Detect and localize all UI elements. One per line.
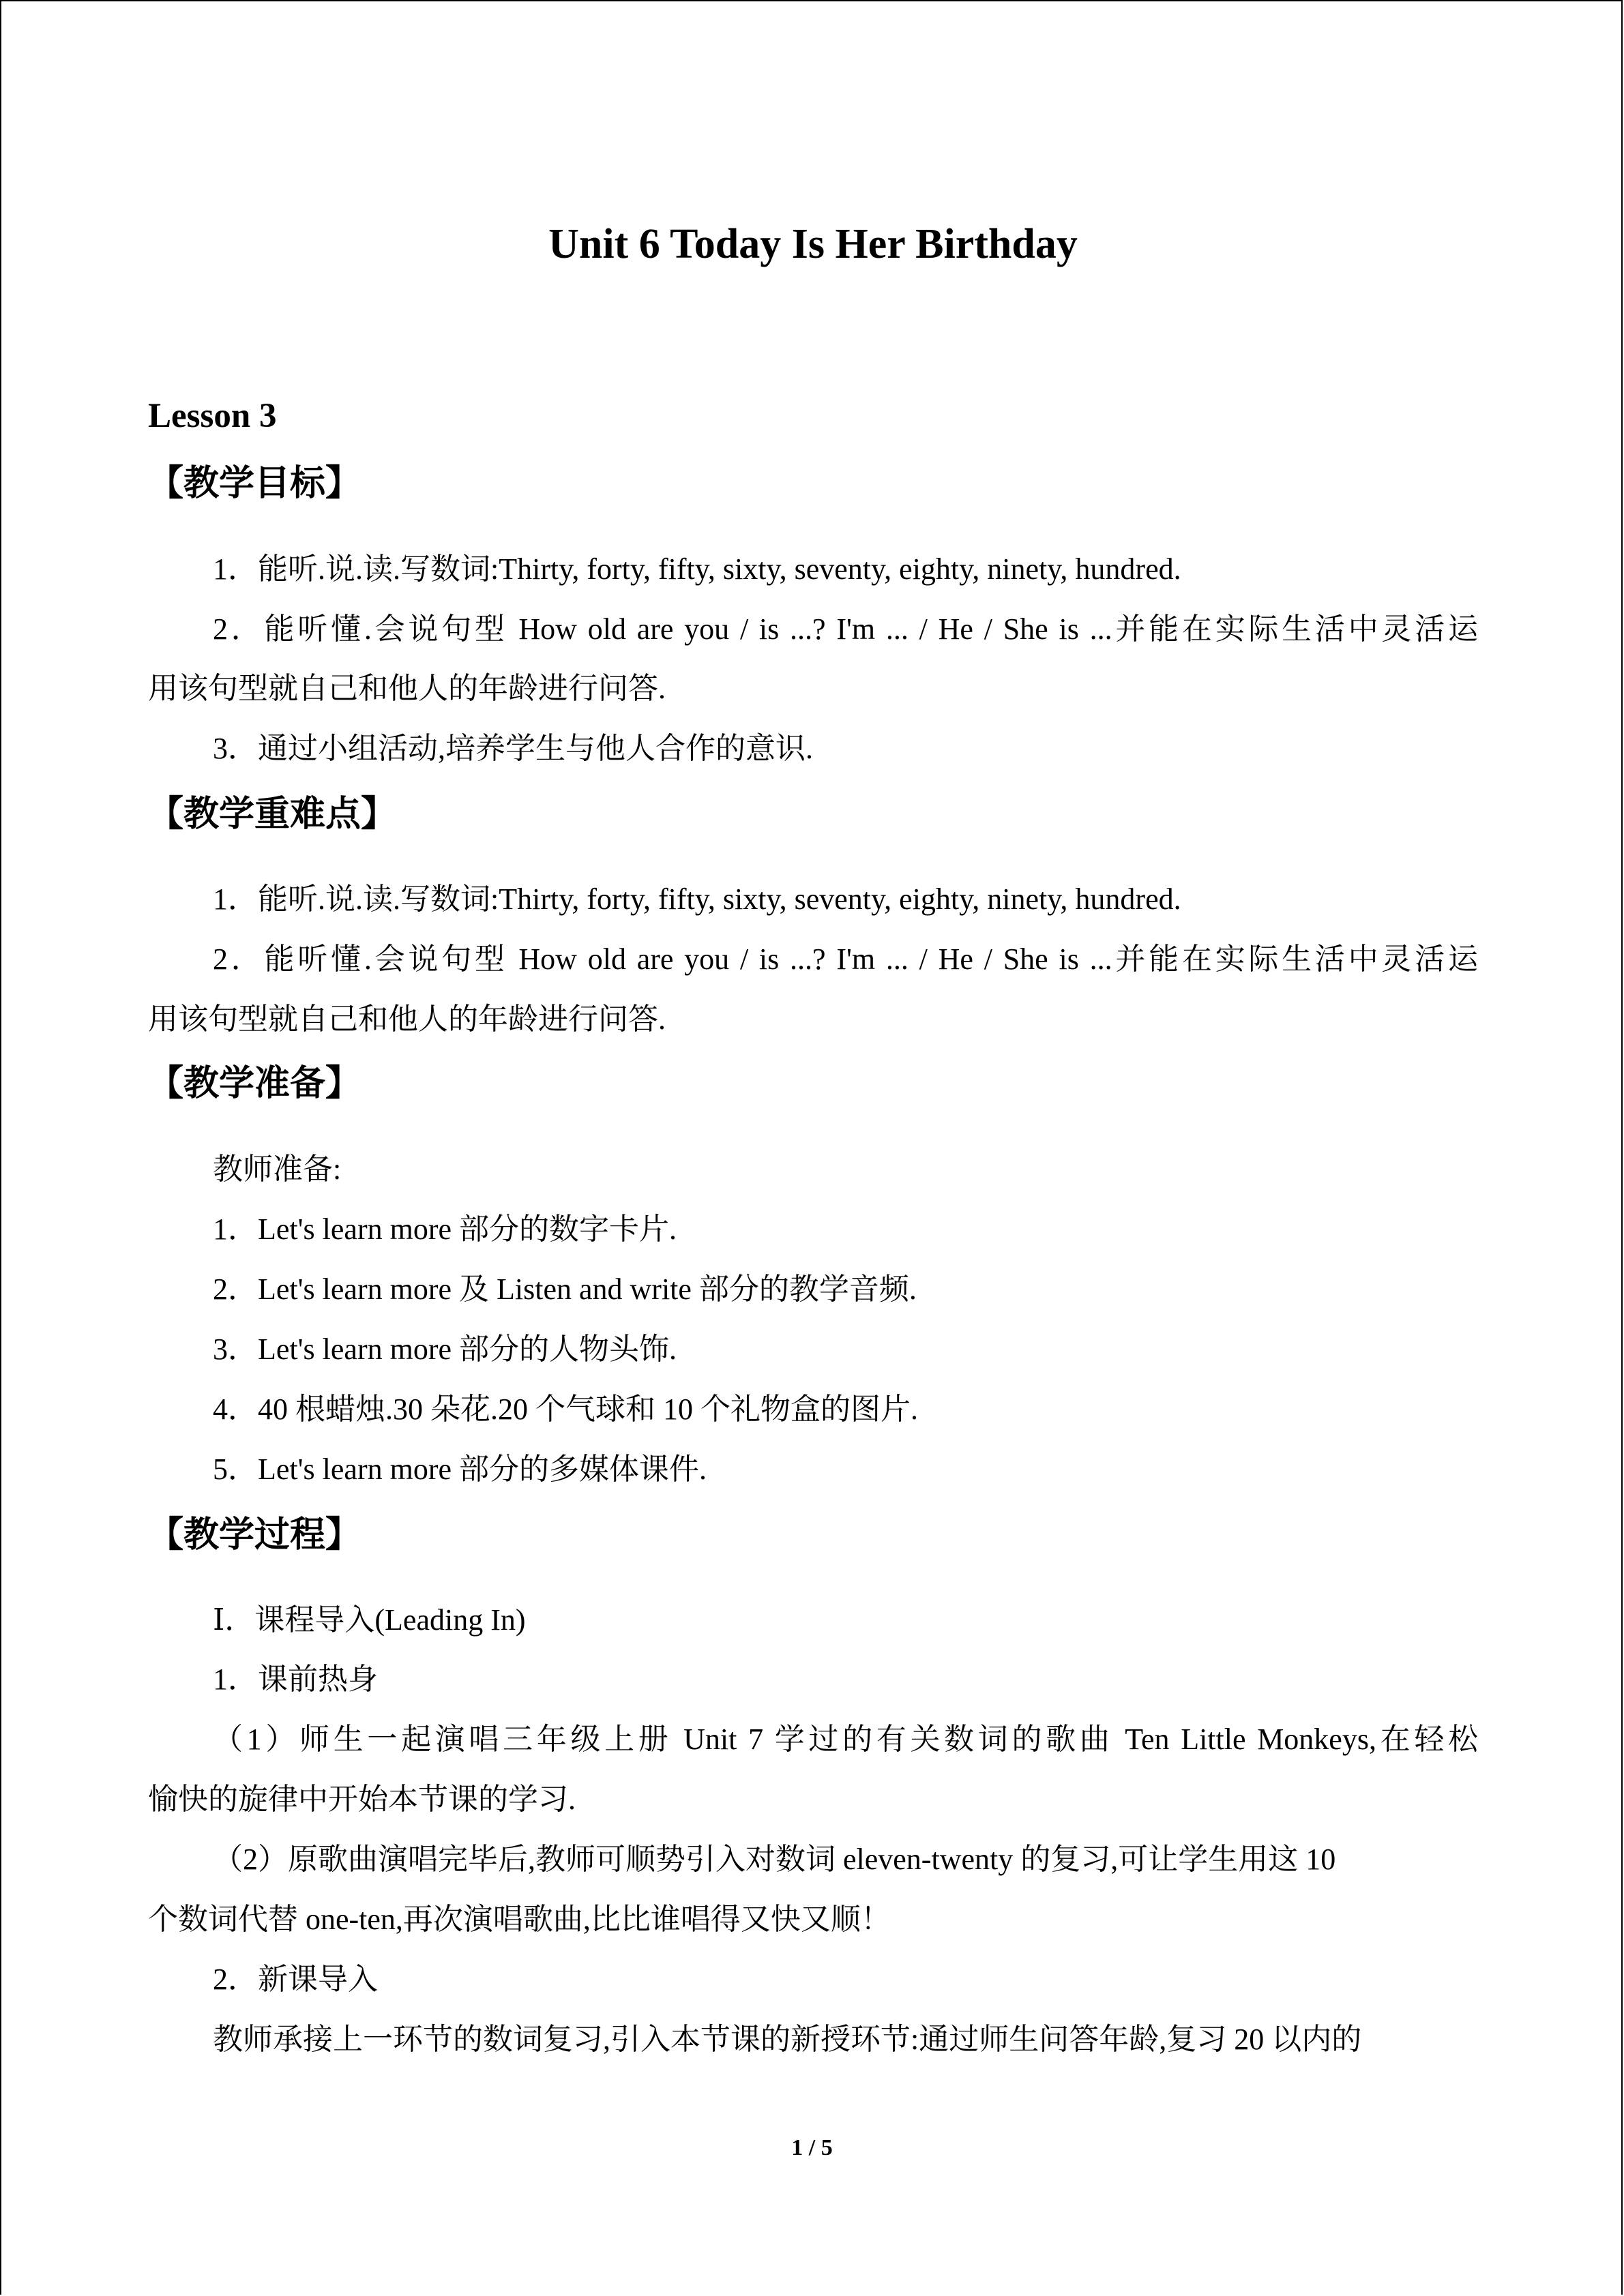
objectives-item-2-line-1: 2．能听懂.会说句型 How old are you / is ...? I'm ... / He / She is ...并能在实际生活中灵活运 <box>213 612 1478 646</box>
process-step-1b-line-2: 个数词代替 one-ten,再次演唱歌曲,比比谁唱得又快又顺！ <box>148 1903 891 1936</box>
process-step-1: 1．课前热身 <box>213 1663 378 1696</box>
objectives-item-3: 3．通过小组活动,培养学生与他人合作的意识. <box>213 732 813 765</box>
document-title: Unit 6 Today Is Her Birthday <box>548 221 1078 267</box>
preparation-heading: 【教学准备】 <box>148 1064 361 1103</box>
objectives-item-1: 1．能听.说.读.写数词:Thirty, forty, fifty, sixty, seventy, eighty, ninety, hundred. <box>213 552 1181 586</box>
process-heading: 【教学过程】 <box>148 1516 361 1555</box>
preparation-intro: 教师准备: <box>213 1152 342 1186</box>
preparation-item-4: 4．40 根蜡烛.30 朵花.20 个气球和 10 个礼物盒的图片. <box>213 1392 918 1426</box>
key-points-item-2-line-2: 用该句型就自己和他人的年龄进行问答. <box>148 1002 666 1036</box>
process-step-1b-line-1: （2）原歌曲演唱完毕后,教师可顺势引入对数词 eleven-twenty 的复习,可让学生用这 10 <box>213 1843 1336 1876</box>
key-points-item-1: 1．能听.说.读.写数词:Thirty, forty, fifty, sixty, seventy, eighty, ninety, hundred. <box>213 882 1181 916</box>
process-step-2-text: 教师承接上一环节的数词复习,引入本节课的新授环节:通过师生问答年龄,复习 20 以内的 <box>213 2023 1362 2056</box>
preparation-item-1: 1．Let's learn more 部分的数字卡片. <box>213 1212 677 1246</box>
key-points-item-2-line-1: 2．能听懂.会说句型 How old are you / is ...? I'm ... / He / She is ...并能在实际生活中灵活运 <box>213 942 1478 976</box>
process-step-1a-line-1: （1）师生一起演唱三年级上册 Unit 7 学过的有关数词的歌曲 Ten Little Monkeys,在轻松 <box>213 1723 1478 1756</box>
preparation-item-5: 5．Let's learn more 部分的多媒体课件. <box>213 1452 707 1486</box>
key-points-heading: 【教学重难点】 <box>148 795 397 834</box>
process-part-1: Ⅰ．课程导入(Leading In) <box>213 1603 526 1637</box>
objectives-heading: 【教学目标】 <box>148 464 361 503</box>
process-step-2: 2．新课导入 <box>213 1963 378 1996</box>
preparation-item-3: 3．Let's learn more 部分的人物头饰. <box>213 1332 677 1366</box>
objectives-item-2-line-2: 用该句型就自己和他人的年龄进行问答. <box>148 672 666 705</box>
preparation-item-2: 2．Let's learn more 及 Listen and write 部分的教学音频. <box>213 1272 917 1306</box>
lesson-label: Lesson 3 <box>148 397 277 435</box>
page-number: 1 / 5 <box>791 2135 833 2160</box>
process-step-1a-line-2: 愉快的旋律中开始本节课的学习. <box>148 1783 576 1816</box>
